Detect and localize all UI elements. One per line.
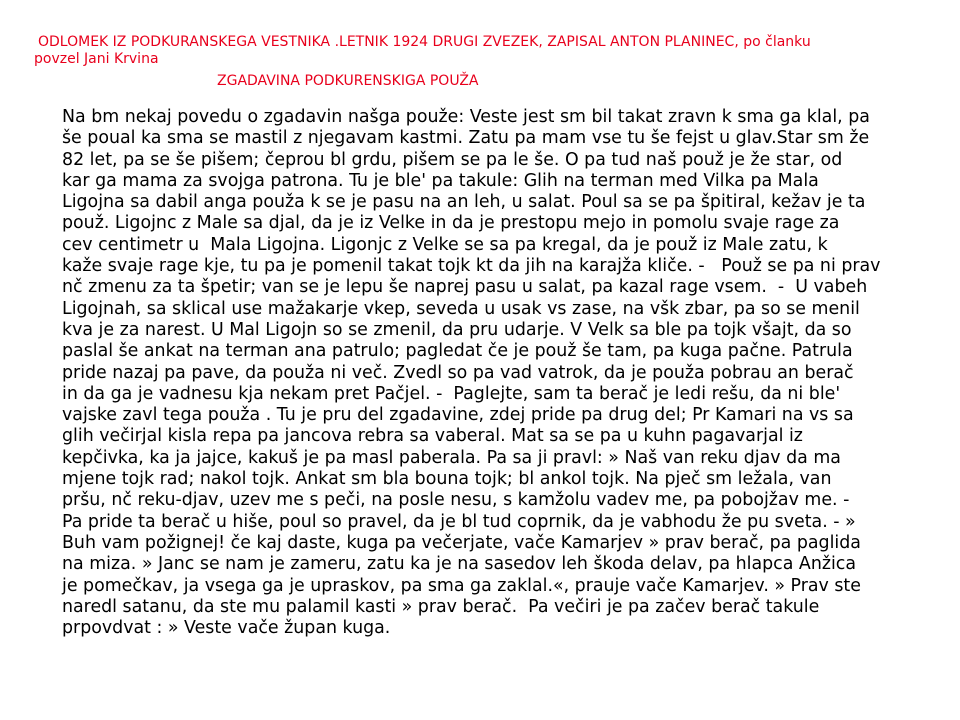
body-line: kar ga mama za svojga patrona. Tu je ble' pa takule: Glih na terman med Vilka pa Mala (62, 170, 819, 191)
header (34, 34, 914, 68)
body-line: glih večirjal kisla repa pa jancova rebra sa vaberal. Mat sa se pa u kuhn pagavarjal iz (62, 426, 803, 447)
body-line: Ligojna sa dabil anga použa k se je pasu na an leh, u salat. Poul sa se pa špitiral, kežav je ta (62, 192, 866, 213)
body-line: in da ga je vadnesu kja nekam pret Pačjel. - Paglejte, sam ta berač je ledi rešu, da ni ble' (62, 383, 841, 404)
body-text (62, 107, 928, 639)
body-line: Buh vam požignej! če kaj daste, kuga pa večerjate, vače Kamarjev » prav berač, pa paglida (62, 532, 861, 553)
body-line: nč zmenu za ta špetir; van se je lepu še naprej pasu u salat, pa kazal rage vsem. - U vabeh (62, 277, 868, 298)
header-line-1: ODLOMEK IZ PODKURANSKEGA VESTNIKA .LETNIK 1924 DRUGI ZVEZEK, ZAPISAL ANTON PLANINEC, po članku (38, 34, 811, 50)
body-line: použ. Ligojnc z Male sa djal, da je iz Velke in da je prestopu mejo in pomolu svaje rage za (62, 213, 840, 234)
body-line: paslal še ankat na terman ana patrulo; pagledat če je použ še tam, pa kuga pačne. Patrula (62, 341, 853, 362)
body-line: pršu, nč reku-djav, uzev me s peči, na posle nesu, s kamžolu vadev me, pa pobojžav me. - (62, 490, 850, 511)
body-line: prpovdvat : » Veste vače župan kuga. (62, 618, 391, 639)
body-line: kepčivka, ka ja jajce, kakuš je pa masl paberala. Pa sa ji pravl: » Naš van reku djav da ma (62, 447, 841, 468)
body-line: še poual ka sma se mastil z njegavam kastmi. Zatu pa mam vse tu še fejst u glav.Star sm že (62, 128, 870, 149)
body-line: mjene tojk rad; nakol tojk. Ankat sm bla bouna tojk; bl ankol tojk. Na pječ sm ležala, van (62, 469, 832, 490)
body-line: kva je za narest. U Mal Ligojn so se zmenil, da pru udarje. V Velk sa ble pa tojk všajt, da so (62, 319, 852, 340)
body-line: 82 let, pa se še pišem; čeprou bl grdu, pišem se pa le še. O pa tud naš použ je že star, od (62, 149, 843, 170)
body-line: vajske zavl tega použa . Tu je pru del zgadavine, zdej pride pa drug del; Pr Kamari na vs sa (62, 405, 854, 426)
document-subtitle: ZGADAVINA PODKURENSKIGA POUŽA (217, 73, 479, 89)
body-line: Na bm nekaj povedu o zgadavin našga použe: Veste jest sm bil takat zravn k sma ga klal, pa (62, 107, 870, 127)
body-line: pride nazaj pa pave, da použa ni več. Zvedl so pa vad vatrok, da je použa pobrau an berač (62, 362, 854, 383)
body-line: Pa pride ta berač u hiše, poul so pravel, da je bl tud coprnik, da je vabhodu že pu sveta. - » (62, 511, 856, 532)
body-line: je pomečkav, ja vsega ga je upraskov, pa sma ga zaklal.«, prauje vače Kamarjev. » Prav ste (62, 575, 861, 596)
header-line-2: povzel Jani Krvina (34, 51, 159, 67)
body-line: naredl satanu, da ste mu palamil kasti » prav berač. Pa večiri je pa začev berač takule (62, 596, 820, 617)
body-line: na miza. » Janc se nam je zameru, zatu ka je na sasedov leh škoda delav, pa hlapca Anžica (62, 554, 857, 575)
body-line: cev centimetr u Mala Ligojna. Ligonjc z Velke se sa pa kregal, da je použ iz Male zatu, k (62, 234, 828, 255)
body-line: kaže svaje rage kje, tu pa je pomenil takat tojk kt da jih na karajža kliče. - Použ se pa ni prav (62, 256, 881, 277)
body-line: Ligojnah, sa sklical use mažakarje vkep, seveda u usak vs zase, na všk zbar, pa so se menil (62, 298, 860, 319)
